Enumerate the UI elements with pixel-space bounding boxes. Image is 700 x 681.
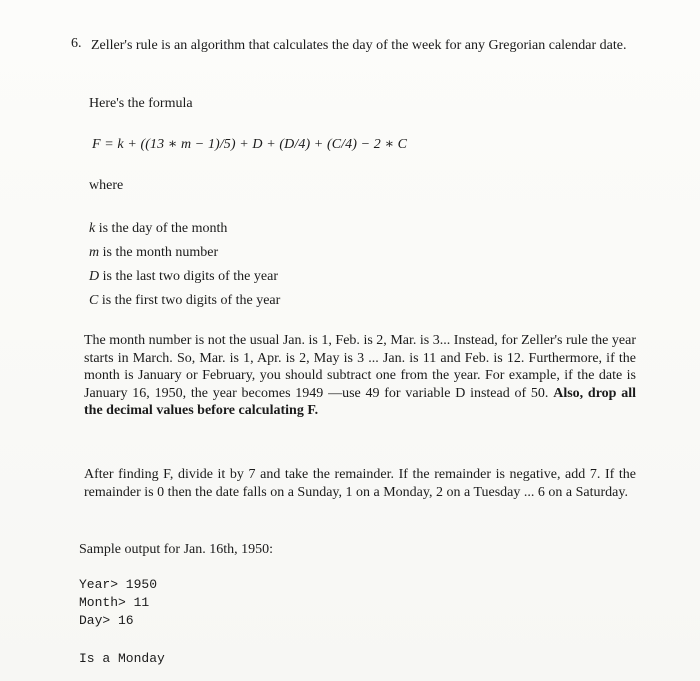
remainder-paragraph: After finding F, divide it by 7 and take the remainder. If the remainder is negative, add 7. If the remainder is 0 then the date falls on a Sunday, 1 on a Monday, 2 on a Tuesday ... 6 on a Saturday. [84,467,636,500]
variable-symbol: C [89,293,99,308]
zeller-formula: F = k + ((13 ∗ m − 1)/5) + D + (D/4) + (C/4) − 2 ∗ C [92,137,408,152]
variable-symbol: k [89,221,96,236]
month-rule-bold-note: Also, drop all the decimal values before calculating F. [84,385,636,418]
question-number: 6. [71,36,82,51]
month-rule-text: The month number is not the usual Jan. is 1, Feb. is 2, Mar. is 3... Instead, for Zeller's rule the year starts in March. So, Mar. is 1, Apr. is 2, May is 3 ... Jan. is 11 and Feb. is 12. Furthermore, if the month is January or February, you should subtract one from the year. For example, if the date is January 16, 1950, the year becomes 1949 —use 49 for variable D instead of 50. [84,333,636,401]
variable-symbol: m [89,245,100,260]
variable-description: is the last two digits of the year [102,269,278,284]
sample-day-line: Day> 16 [79,613,134,628]
month-rule-paragraph [84,332,636,420]
variable-description: is the day of the month [98,221,228,236]
variable-symbol: D [89,269,100,284]
question-intro: Zeller's rule is an algorithm that calculates the day of the week for any Gregorian calendar date. [91,38,627,53]
variable-k [89,217,280,241]
sample-result-line: Is a Monday [79,651,165,666]
sample-month-line: Month> 11 [79,595,150,610]
where-label: where [89,178,124,193]
sample-year-line: Year> 1950 [79,577,158,592]
variable-m [89,241,280,265]
sample-output-block [79,576,157,630]
sample-output-label: Sample output for Jan. 16th, 1950: [79,542,274,557]
variable-list [89,217,280,313]
variable-description: is the first two digits of the year [101,293,281,308]
formula-intro: Here's the formula [89,96,193,111]
variable-description: is the month number [102,245,219,260]
variable-d [89,265,280,289]
variable-c [89,289,280,313]
